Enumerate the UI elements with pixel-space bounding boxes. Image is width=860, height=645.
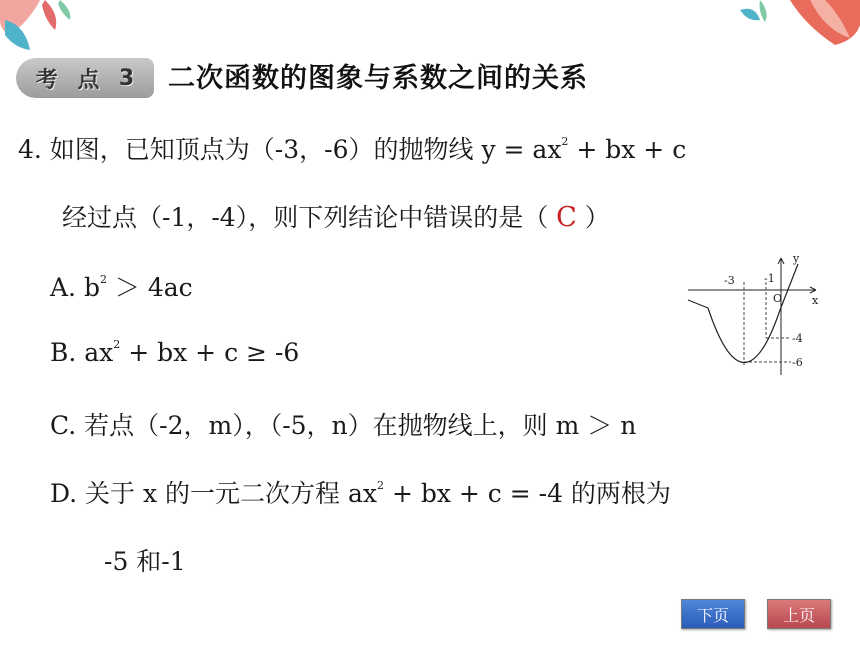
label-y: y <box>793 252 800 265</box>
label-neg6: -6 <box>792 356 803 369</box>
question-text-tail: + bx + c <box>568 135 687 164</box>
label-neg3: -3 <box>724 274 735 287</box>
label-x: x <box>812 294 819 307</box>
exponent: 2 <box>113 338 121 351</box>
prev-page-button[interactable]: 上页 <box>767 599 831 629</box>
option-d-tail: + bx + c = -4 的两根为 <box>384 479 671 508</box>
exponent: 2 <box>377 479 384 492</box>
label-neg4: -4 <box>792 332 803 345</box>
question-text: 4. 如图，已知顶点为（-3，-6）的抛物线 y = ax <box>18 135 562 164</box>
answer: C <box>556 202 577 233</box>
badge-number: 3 <box>118 65 135 91</box>
decoration-leaves-right <box>730 0 860 70</box>
option-a <box>50 268 193 304</box>
exponent: 2 <box>99 273 107 286</box>
exponent: 2 <box>561 135 569 148</box>
question-line-2 <box>62 198 610 234</box>
question-text-2: 经过点（-1，-4），则下列结论中错误的是（ <box>62 203 549 232</box>
option-d <box>50 474 671 510</box>
option-c: C. 若点（-2，m），（-5，n）在抛物线上，则 m ＞ n <box>50 411 637 440</box>
next-page-button[interactable]: 下页 <box>681 599 745 629</box>
parabola-curve <box>708 264 798 363</box>
question-line-1 <box>18 130 686 166</box>
label-origin: O <box>773 292 783 305</box>
option-b <box>50 338 299 367</box>
option-d-line-2: -5 和-1 <box>104 547 186 576</box>
option-b-tail: + bx + c ≥ -6 <box>120 338 300 367</box>
option-b-text: B. ax <box>50 338 114 367</box>
label-neg1: -1 <box>764 272 775 285</box>
option-a-tail: ＞ 4ac <box>106 273 193 302</box>
parabola-figure <box>686 250 836 380</box>
badge-char-2: 点 <box>77 67 100 93</box>
option-a-text: A. b <box>50 273 100 302</box>
section-title: 二次函数的图象与系数之间的关系 <box>168 63 588 94</box>
question-close-paren: ） <box>584 203 610 232</box>
badge-char-1: 考 <box>35 67 58 93</box>
option-d-text: D. 关于 x 的一元二次方程 ax <box>50 479 377 508</box>
section-badge <box>16 58 154 98</box>
